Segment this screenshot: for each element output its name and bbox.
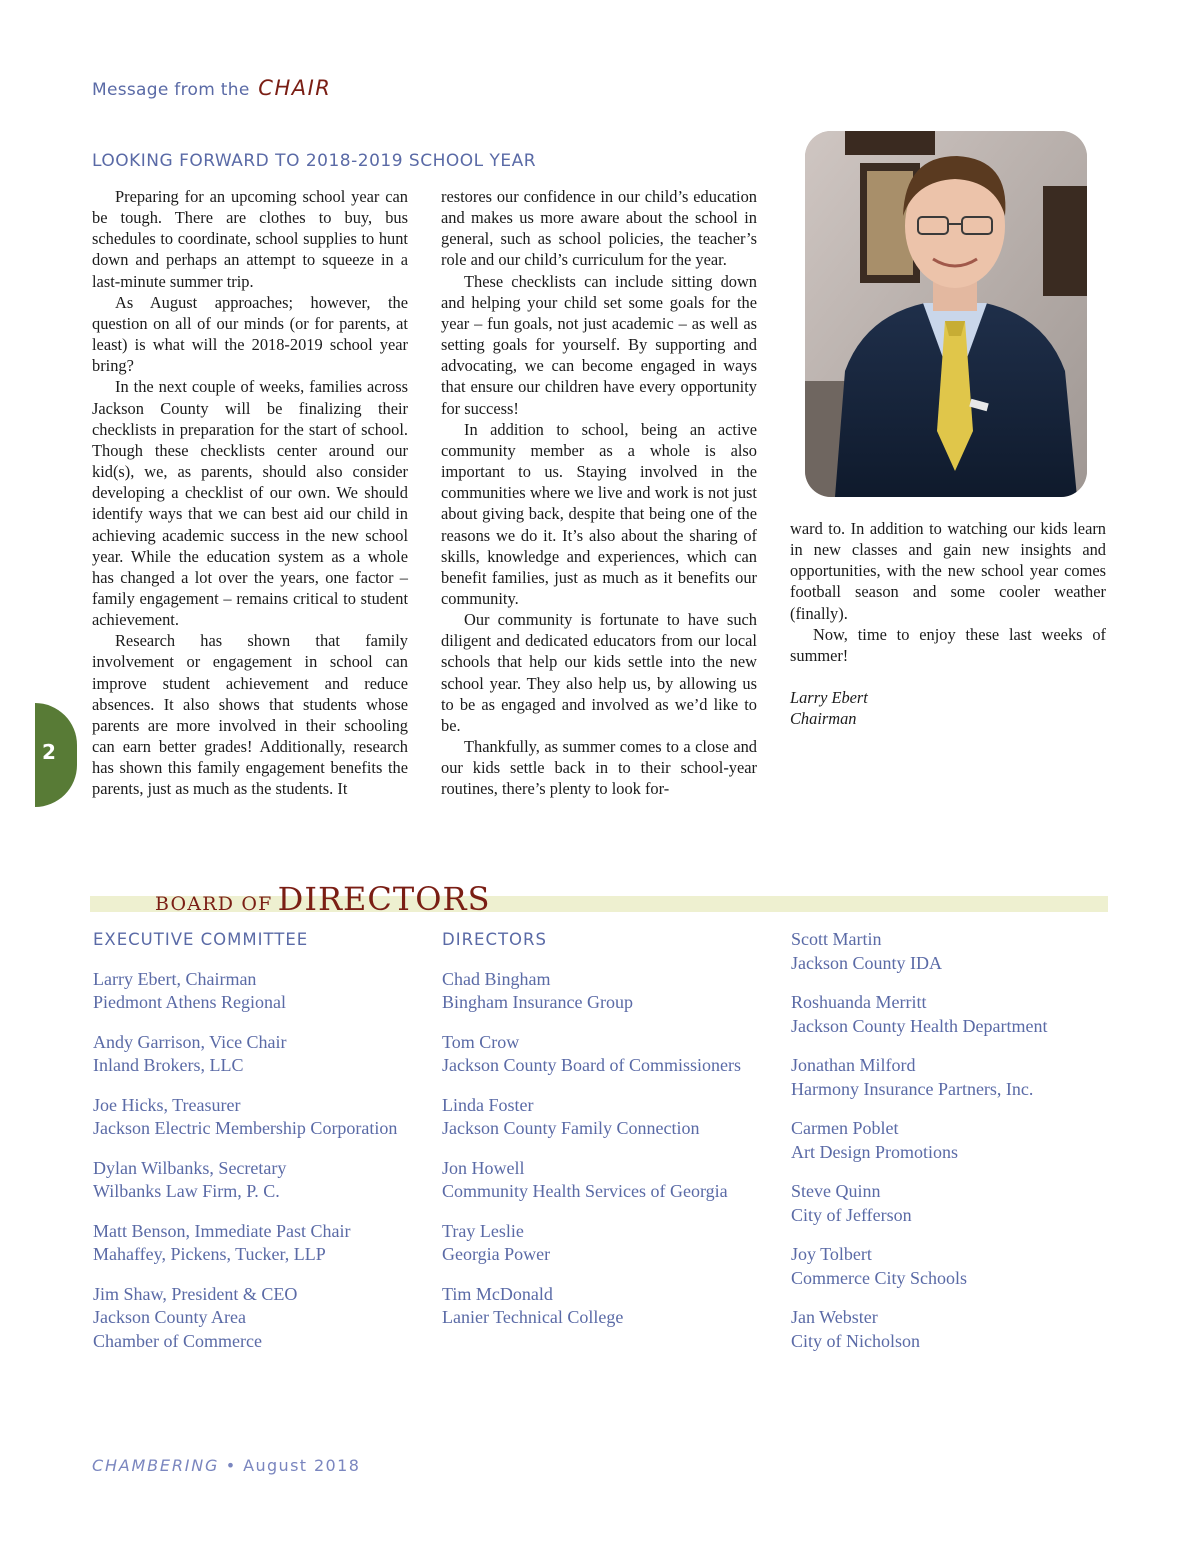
- page-header: [92, 76, 331, 100]
- signature: [790, 687, 1106, 729]
- paragraph: restores our confidence in our child’s education and makes us more aware about the school in general, such as school policies, the teacher’s role and our child’s curriculum for the year.: [441, 187, 757, 270]
- article-column-2: [441, 186, 757, 800]
- member-name: Joe Hicks, Treasurer: [93, 1094, 241, 1115]
- chairman-portrait: [805, 131, 1087, 497]
- member-name: Chad Bingham: [442, 968, 551, 989]
- member-org: Jackson Electric Membership Corporation: [93, 1118, 398, 1138]
- member-name: Andy Garrison, Vice Chair: [93, 1031, 287, 1052]
- member-name: Jim Shaw, President & CEO: [93, 1283, 298, 1304]
- member-org: Jackson County Health Department: [791, 1015, 1048, 1036]
- board-entry: [93, 1094, 397, 1141]
- paragraph: Preparing for an upcoming school year can be tough. There are clothes to buy, bus schedules to coordinate, school supplies to hunt down and perhaps an attempt to squeeze in a last-minute summer trip.: [92, 187, 408, 291]
- board-entry: [442, 1157, 741, 1204]
- paragraph: Now, time to enjoy these last weeks of summer!: [790, 624, 1106, 665]
- executive-committee-list: [93, 928, 397, 1369]
- member-name: Tray Leslie: [442, 1220, 524, 1241]
- directors-list-continued: [791, 928, 1047, 1369]
- member-name: Steve Quinn: [791, 1181, 881, 1201]
- member-org: City of Nicholson: [791, 1330, 920, 1351]
- member-name: Roshuanda Merritt: [791, 992, 927, 1012]
- member-name: Dylan Wilbanks, Secretary: [93, 1157, 287, 1178]
- member-org: Bingham Insurance Group: [442, 992, 633, 1012]
- footer-separator: •: [225, 1456, 237, 1475]
- member-name: Scott Martin: [791, 929, 882, 949]
- paragraph: These checklists can include sitting down and helping your child set some goals for the year – fun goals, not just academic – as well as setting goals for yourself. By supporting and advocating, we can become engaged in ways that ensure our children have every opportunity for success!: [441, 271, 757, 418]
- directors-heading: DIRECTORS: [442, 930, 547, 949]
- paragraph: In addition to school, being an active community member as a whole is also important to us. Staying involved in the communities where we live and work is not just about giving back, despite that being one of the reasons we do it. It’s also about the sharing of skills, knowledge and experiences, which can benefit families, just as much as it benefits our community.: [441, 419, 757, 608]
- member-org: City of Jefferson: [791, 1204, 912, 1225]
- signature-name: Larry Ebert: [790, 688, 868, 708]
- member-org: Jackson County IDA: [791, 952, 942, 973]
- member-org: Harmony Insurance Partners, Inc.: [791, 1078, 1034, 1099]
- member-name: Jon Howell: [442, 1157, 525, 1178]
- article-column-3: [790, 518, 1106, 729]
- board-entry: [93, 1283, 397, 1354]
- article-column-1: [92, 186, 408, 800]
- member-name: Jonathan Milford: [791, 1055, 916, 1075]
- board-entry: [442, 968, 741, 1015]
- member-org: Mahaffey, Pickens, Tucker, LLP: [93, 1244, 326, 1264]
- member-org: Commerce City Schools: [791, 1267, 967, 1288]
- board-entry: [93, 1031, 397, 1078]
- board-entry: [791, 1306, 1047, 1353]
- member-org: Wilbanks Law Firm, P. C.: [93, 1181, 280, 1201]
- board-entry: [791, 991, 1047, 1038]
- paragraph: Our community is fortunate to have such diligent and dedicated educators from our local schools that help our kids settle into the new school year. They also help us, by allowing us to be as engaged and involved as we’d like to be.: [441, 610, 757, 735]
- executive-committee-heading: EXECUTIVE COMMITTEE: [93, 930, 309, 949]
- board-entry: [791, 1180, 1047, 1227]
- board-entry: [442, 1031, 741, 1078]
- member-name: Jan Webster: [791, 1307, 878, 1327]
- board-entry: [442, 1283, 741, 1330]
- paragraph: In the next couple of weeks, families across Jackson County will be finalizing their checklists in preparation for the start of school. Though these checklists center around our kid(s), we, as parents, should also consider developing a checklist of our own. We should identify ways that we can best aid our child in achieving academic success in the new school year. While the education system as a whole has changed a lot over the years, one factor – family engagement – remains critical to student achievement.: [92, 377, 408, 630]
- member-name: Larry Ebert, Chairman: [93, 968, 257, 989]
- member-name: Tim McDonald: [442, 1283, 553, 1304]
- board-entry: [791, 1243, 1047, 1290]
- footer-publication: CHAMBERING: [92, 1456, 220, 1475]
- board-entry: [93, 1157, 397, 1204]
- member-org: Jackson County Family Connection: [442, 1118, 700, 1138]
- board-title-big: DIRECTORS: [277, 880, 491, 918]
- page-footer: [92, 1456, 360, 1475]
- signature-role: Chairman: [790, 709, 857, 729]
- board-entry: [93, 1220, 397, 1267]
- paragraph: Research has shown that family involvement or engagement in school can improve student achievement and reduce absences. It also shows that students whose parents are more involved in their schooling can earn better grades! Additionally, research has shown this family engagement benefits the parents, just as much as the students. It: [92, 631, 408, 799]
- paragraph: ward to. In addition to watching our kids learn in new classes and gain new insights and opportunities, with the new school year comes football season and some cooler weather (finally).: [790, 519, 1106, 623]
- member-name: Joy Tolbert: [791, 1244, 872, 1264]
- member-name: Matt Benson, Immediate Past Chair: [93, 1220, 351, 1241]
- member-org: Jackson County Area: [93, 1307, 246, 1327]
- paragraph: As August approaches; however, the question on all of our minds (or for parents, at least) is what will the 2018-2019 school year bring?: [92, 292, 408, 376]
- board-title: [155, 880, 490, 918]
- member-org-line-2: Chamber of Commerce: [93, 1330, 262, 1351]
- board-entry: [442, 1094, 741, 1141]
- footer-issue: August 2018: [243, 1456, 361, 1475]
- article-title: LOOKING FORWARD TO 2018-2019 SCHOOL YEAR: [92, 151, 537, 171]
- member-org: Inland Brokers, LLC: [93, 1055, 244, 1075]
- header-prefix: Message from the: [92, 80, 250, 100]
- board-entry: [791, 1054, 1047, 1101]
- portrait-illustration: [805, 131, 1087, 497]
- paragraph: Thankfully, as summer comes to a close and our kids settle back in to their school-year routines, there’s plenty to look for-: [441, 737, 757, 799]
- board-title-small: BOARD OF: [155, 893, 273, 915]
- header-highlight: CHAIR: [258, 76, 332, 100]
- board-entry: [791, 1117, 1047, 1164]
- board-entry: [791, 928, 1047, 975]
- member-name: Carmen Poblet: [791, 1118, 899, 1138]
- member-org: Art Design Promotions: [791, 1141, 959, 1162]
- member-name: Tom Crow: [442, 1031, 520, 1052]
- board-entry: [93, 968, 397, 1015]
- member-org: Jackson County Board of Commissioners: [442, 1055, 741, 1075]
- member-name: Linda Foster: [442, 1094, 534, 1115]
- member-org: Community Health Services of Georgia: [442, 1181, 728, 1201]
- member-org: Georgia Power: [442, 1244, 551, 1264]
- page-number: 2: [42, 740, 56, 764]
- board-entry: [442, 1220, 741, 1267]
- directors-list: [442, 928, 741, 1346]
- member-org: Piedmont Athens Regional: [93, 992, 286, 1012]
- member-org: Lanier Technical College: [442, 1307, 624, 1327]
